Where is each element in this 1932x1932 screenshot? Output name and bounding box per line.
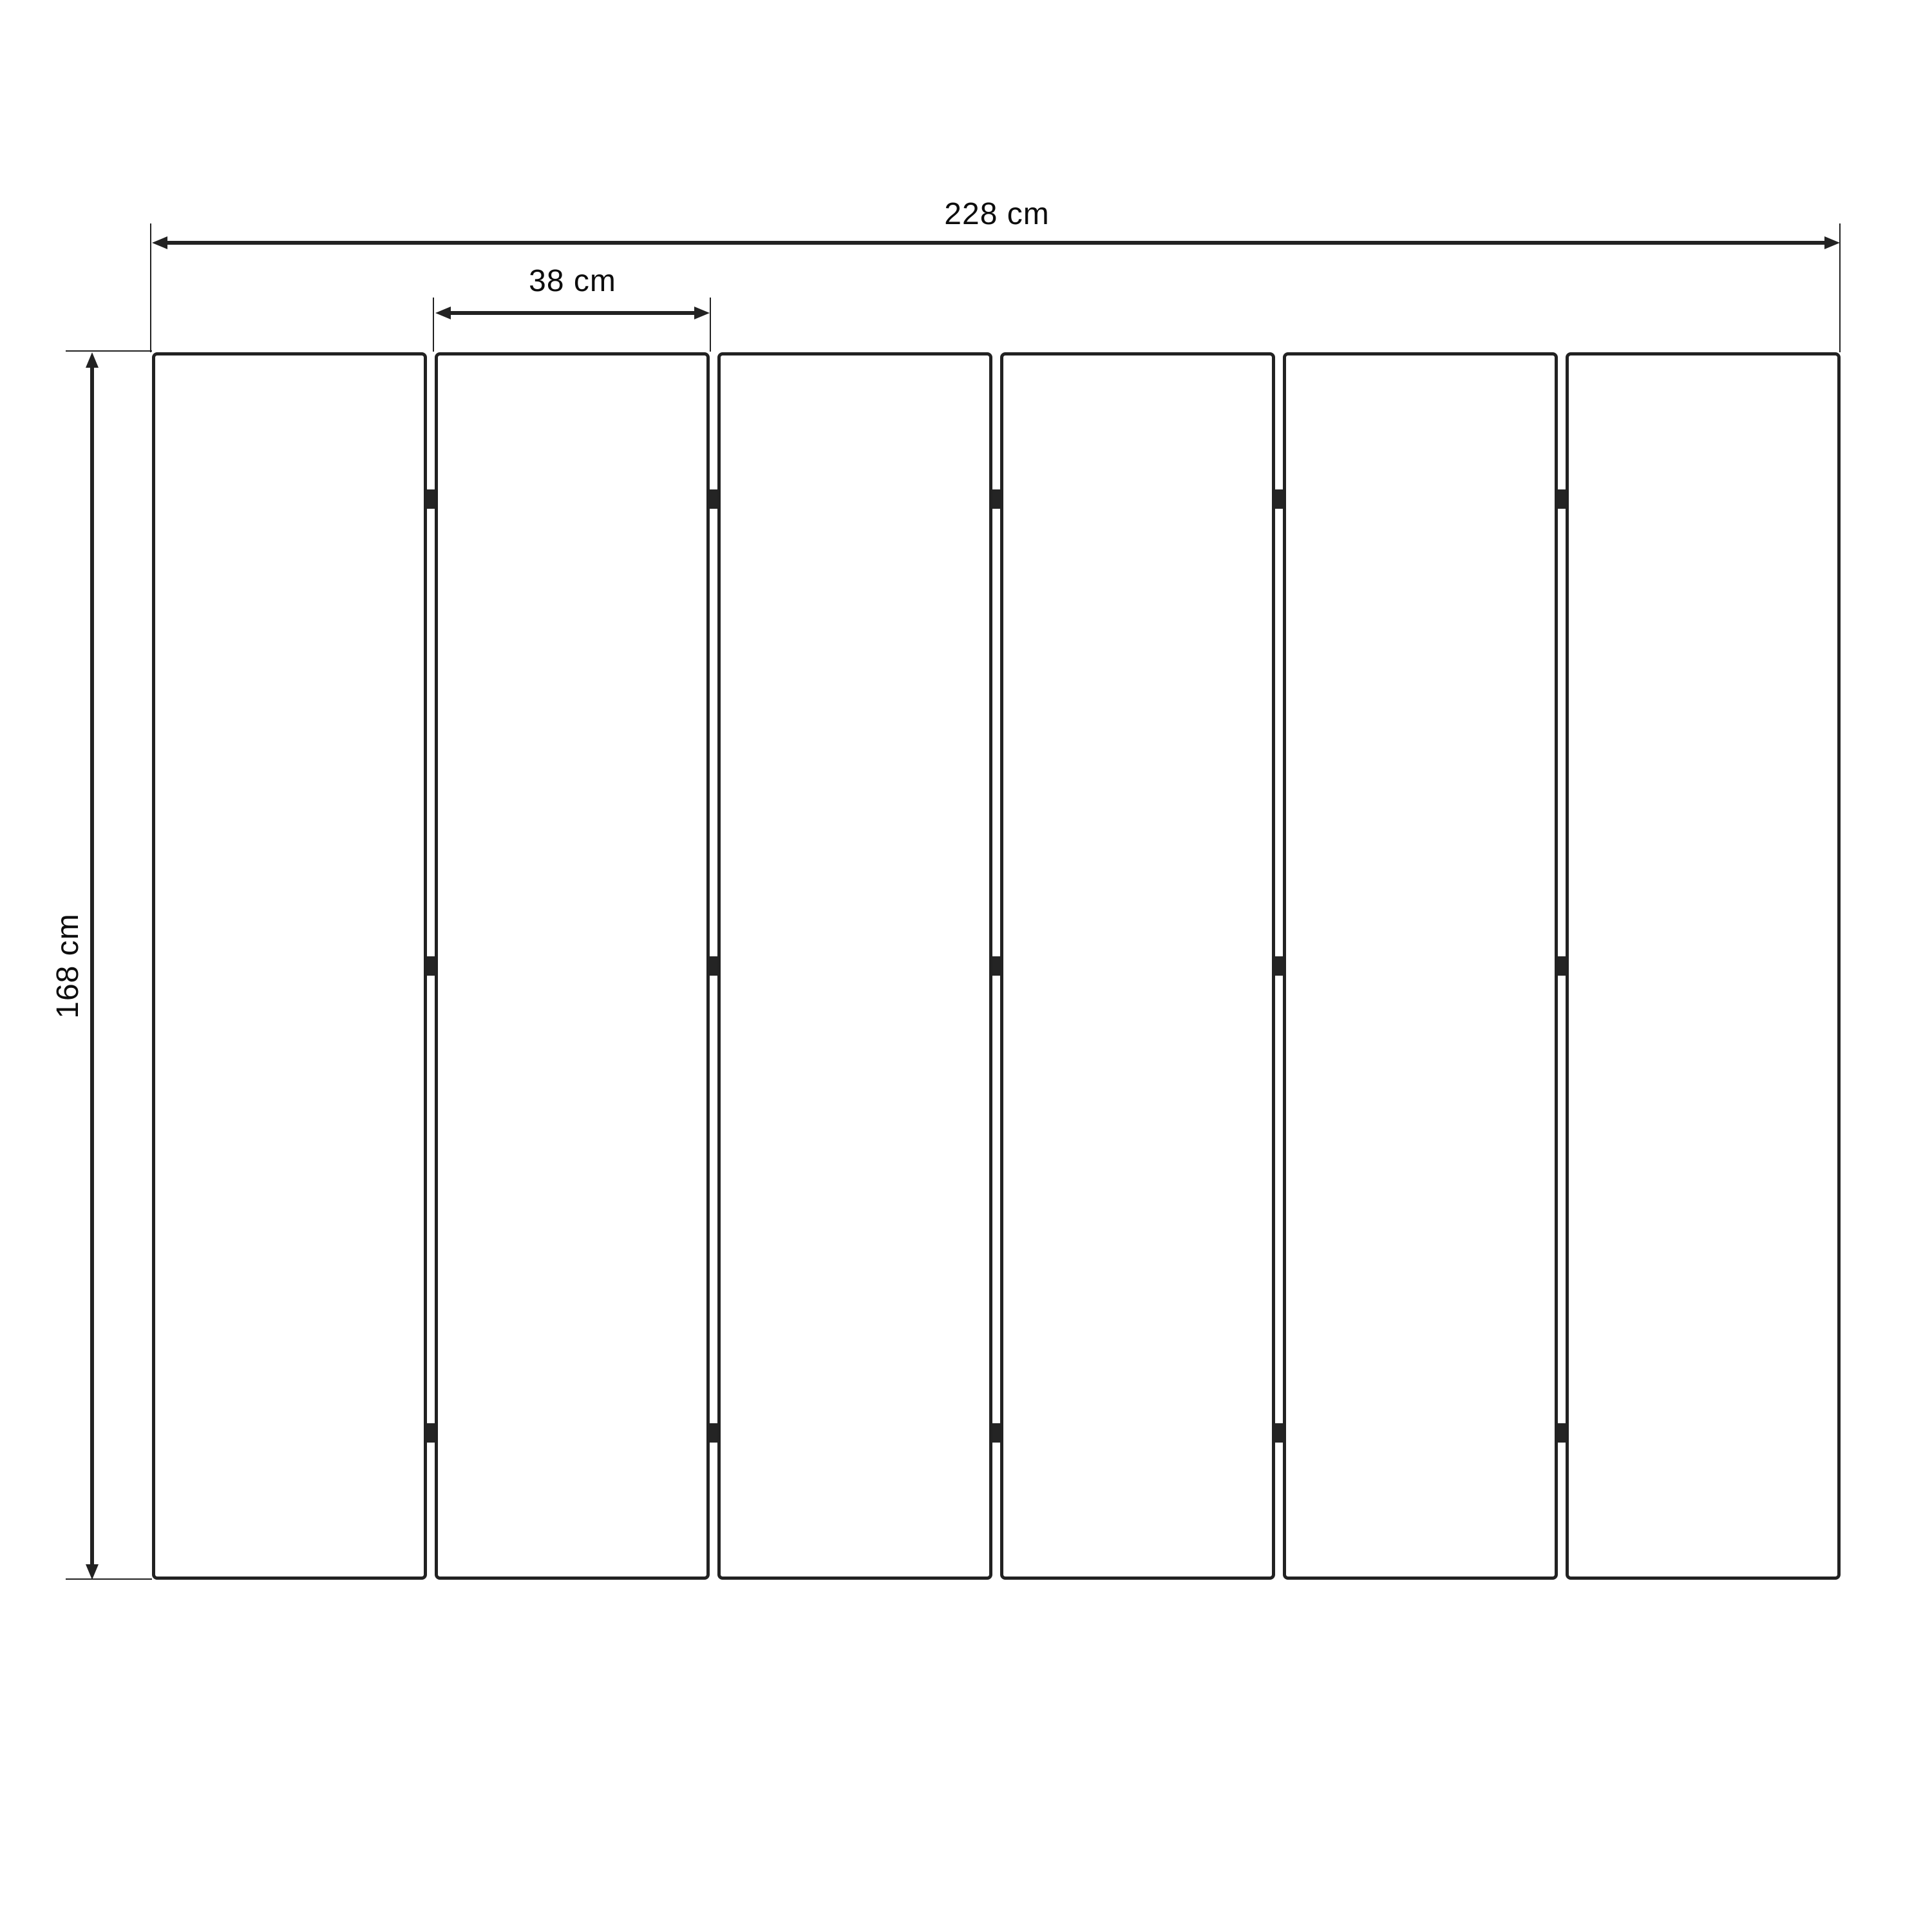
arrow-up-icon xyxy=(86,352,99,368)
hinge-mark xyxy=(1558,1423,1566,1443)
hinge-mark xyxy=(992,1423,1000,1443)
extension-line xyxy=(150,223,151,352)
hinge-mark xyxy=(427,956,435,976)
arrow-right-icon xyxy=(694,307,710,319)
hinge-mark xyxy=(1275,956,1283,976)
extension-line xyxy=(66,1578,152,1580)
hinge-mark xyxy=(710,956,717,976)
hinge-mark xyxy=(992,956,1000,976)
arrow-left-icon xyxy=(152,236,167,249)
extension-line xyxy=(710,298,711,352)
height-label: 168 cm xyxy=(51,913,85,1019)
panel-5 xyxy=(1283,352,1558,1580)
dimension-line xyxy=(446,311,699,315)
panel-width-label: 38 cm xyxy=(529,264,616,298)
arrow-left-icon xyxy=(435,307,451,319)
arrow-down-icon xyxy=(86,1564,99,1580)
total-width-label: 228 cm xyxy=(944,197,1050,231)
dimension-line xyxy=(162,241,1829,245)
panel-6 xyxy=(1566,352,1841,1580)
panel-1 xyxy=(152,352,427,1580)
hinge-mark xyxy=(992,489,1000,509)
panel-4 xyxy=(1000,352,1275,1580)
hinge-mark xyxy=(1558,956,1566,976)
extension-line xyxy=(66,350,152,352)
hinge-mark xyxy=(710,489,717,509)
hinge-mark xyxy=(427,1423,435,1443)
hinge-mark xyxy=(1275,1423,1283,1443)
hinge-mark xyxy=(710,1423,717,1443)
panel-3 xyxy=(717,352,992,1580)
extension-line xyxy=(433,298,434,352)
hinge-mark xyxy=(1558,489,1566,509)
hinge-mark xyxy=(427,489,435,509)
hinge-mark xyxy=(1275,489,1283,509)
dimension-line xyxy=(90,363,94,1569)
arrow-right-icon xyxy=(1824,236,1840,249)
panel-2 xyxy=(435,352,710,1580)
